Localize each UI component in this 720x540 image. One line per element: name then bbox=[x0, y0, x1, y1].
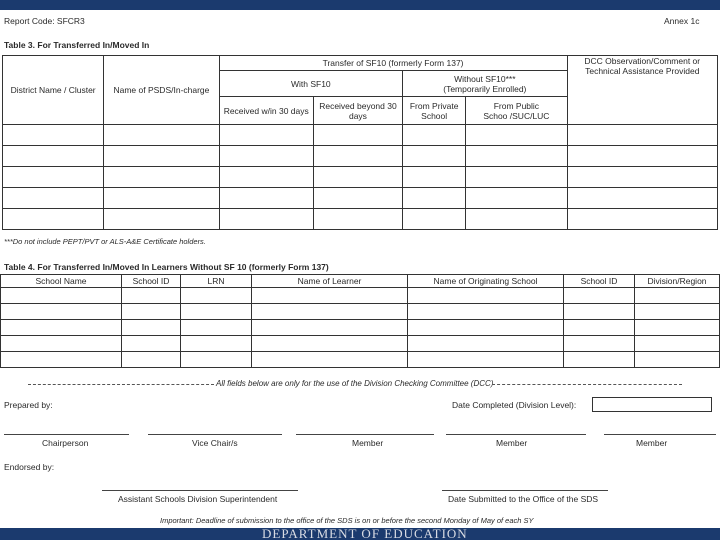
from-public-line2: Schoo /SUC/LUC bbox=[483, 110, 550, 121]
sig-member-1: Member bbox=[352, 438, 384, 448]
table4-title: Table 4. For Transferred In/Moved In Learners Without SF 10 (formerly Form 137) bbox=[4, 262, 329, 272]
with-sf10: With SF10 bbox=[219, 71, 402, 97]
date-completed-label: Date Completed (Division Level): bbox=[452, 400, 577, 410]
t4-col-lrn: LRN bbox=[181, 275, 252, 288]
from-private-line2: School bbox=[421, 110, 448, 121]
annex-label: Annex 1c bbox=[664, 16, 700, 26]
table3 bbox=[2, 55, 718, 230]
report-code: Report Code: SFCR3 bbox=[4, 16, 85, 26]
received-within: Received w/in 30 days bbox=[219, 97, 313, 125]
sig-member-3: Member bbox=[636, 438, 668, 448]
dcc-note: All fields below are only for the use of the Division Checking Committee (DCC) bbox=[216, 379, 494, 388]
table3-title: Table 3. For Transferred In/Moved In bbox=[4, 40, 150, 50]
table-row bbox=[3, 167, 718, 188]
prepared-by-label: Prepared by: bbox=[4, 400, 53, 410]
top-banner bbox=[0, 0, 720, 10]
from-public-line1: From Public bbox=[493, 100, 540, 111]
col-district: District Name / Cluster bbox=[3, 56, 104, 125]
asds-label: Assistant Schools Division Superintendent bbox=[118, 494, 278, 504]
t4-col-originating-school: Name of Originating School bbox=[408, 275, 564, 288]
dcc-line1: DCC Observation/Comment or bbox=[584, 56, 701, 66]
transfer-header: Transfer of SF10 (formerly Form 137) bbox=[219, 56, 567, 71]
table-row bbox=[3, 146, 718, 167]
from-private-line1: From Private bbox=[409, 100, 459, 111]
table-row bbox=[1, 352, 720, 368]
table-row bbox=[1, 336, 720, 352]
sig-line-member1 bbox=[296, 434, 434, 435]
important-note: Important: Deadline of submission to the office of the SDS is on or before the second Monday of May of each SY bbox=[160, 516, 534, 525]
t4-col-learner: Name of Learner bbox=[252, 275, 408, 288]
table-row bbox=[1, 304, 720, 320]
dcc-header bbox=[567, 56, 717, 125]
table3-footnote: ***Do not include PEPT/PVT or ALS-A&E Certificate holders. bbox=[4, 237, 206, 246]
t4-col-school-id: School ID bbox=[122, 275, 181, 288]
sig-member-2: Member bbox=[496, 438, 528, 448]
from-private bbox=[403, 97, 466, 125]
without-sf10 bbox=[403, 71, 567, 97]
table-row bbox=[1, 288, 720, 304]
without-sf10-line2: (Temporarily Enrolled) bbox=[443, 83, 527, 94]
bottom-banner bbox=[0, 528, 720, 540]
dcc-line2: Technical Assistance Provided bbox=[585, 66, 700, 76]
table-row bbox=[3, 209, 718, 230]
t4-col-division: Division/Region bbox=[635, 275, 720, 288]
received-beyond bbox=[313, 97, 402, 125]
footer-brand: DEPARTMENT OF EDUCATION bbox=[262, 528, 468, 540]
table-row bbox=[3, 188, 718, 209]
received-beyond-line1: Received beyond 30 bbox=[319, 100, 397, 111]
sig-line-date-submitted bbox=[442, 490, 608, 491]
table-row bbox=[1, 320, 720, 336]
t4-col-school-name: School Name bbox=[1, 275, 122, 288]
sig-line-asds bbox=[102, 490, 298, 491]
t4-col-school-id-2: School ID bbox=[564, 275, 635, 288]
sig-line-chair bbox=[4, 434, 129, 435]
dash-left bbox=[28, 384, 214, 385]
dash-right bbox=[492, 384, 682, 385]
sig-vice-chair: Vice Chair/s bbox=[192, 438, 238, 448]
sig-line-member3 bbox=[604, 434, 716, 435]
date-submitted-label: Date Submitted to the Office of the SDS bbox=[448, 494, 599, 504]
sig-chairperson: Chairperson bbox=[42, 438, 89, 448]
from-public bbox=[466, 97, 567, 125]
endorsed-by-label: Endorsed by: bbox=[4, 462, 55, 472]
sig-line-vice bbox=[148, 434, 282, 435]
date-completed-input[interactable] bbox=[592, 397, 712, 412]
table-row bbox=[3, 125, 718, 146]
without-sf10-line1: Without SF10*** bbox=[454, 73, 516, 84]
col-psds: Name of PSDS/In-charge bbox=[104, 56, 219, 125]
sig-line-member2 bbox=[446, 434, 586, 435]
table4 bbox=[0, 274, 720, 368]
received-beyond-line2: days bbox=[348, 110, 367, 121]
